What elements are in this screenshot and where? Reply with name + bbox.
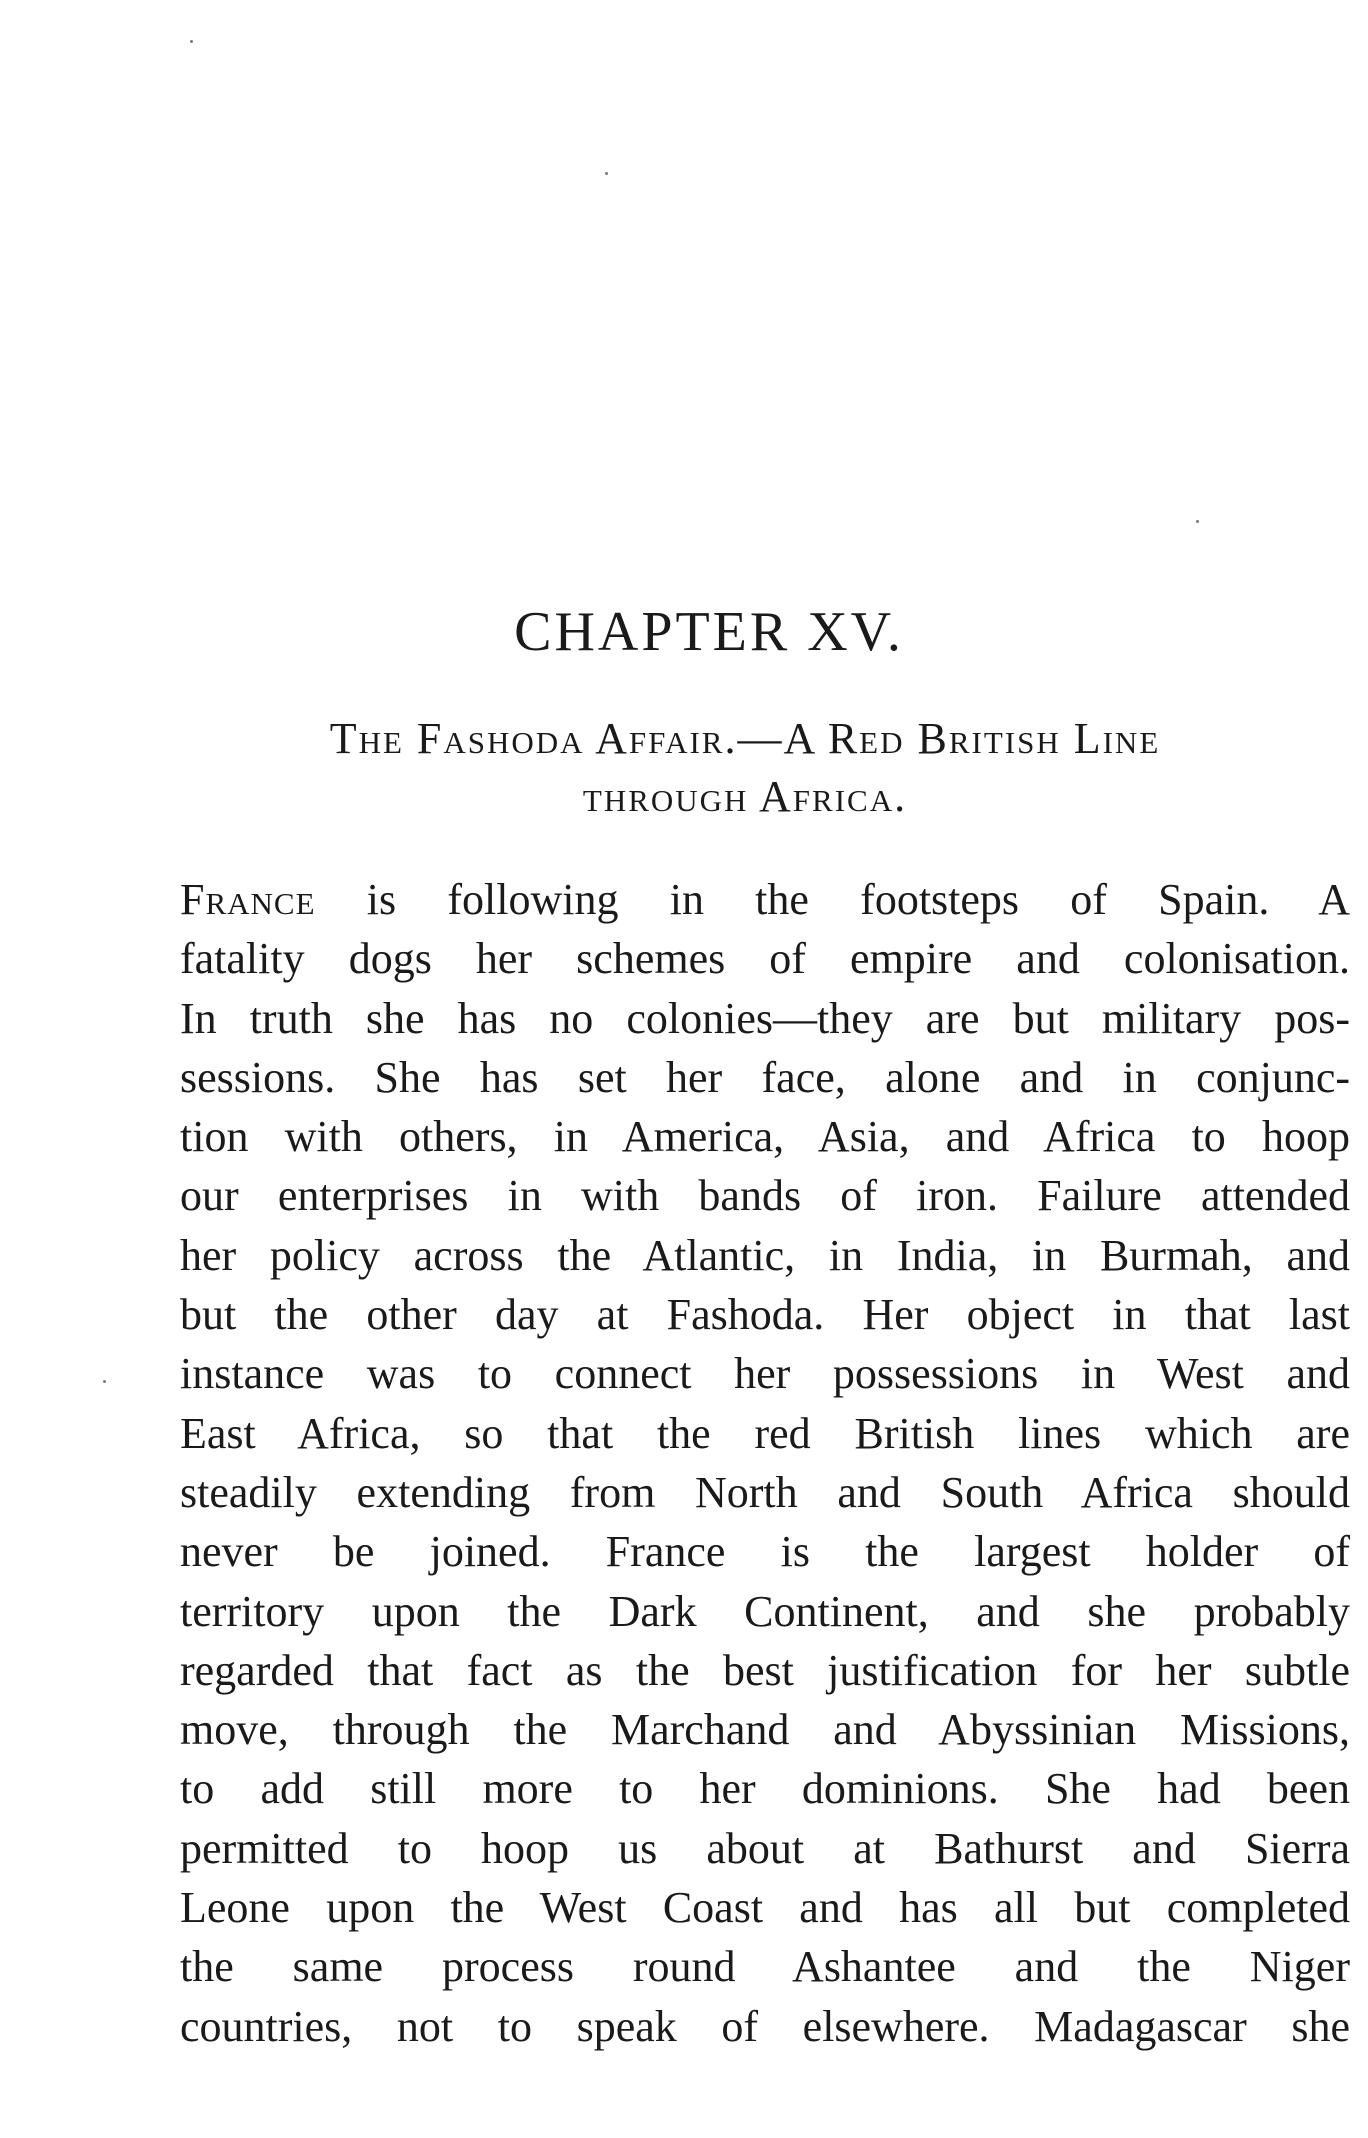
chapter-subtitle: [180, 710, 1310, 826]
text-line: fatality dogs her schemes of empire and colonisation.: [180, 934, 1350, 984]
text-line: tion with others, in America, Asia, and Africa to hoop: [180, 1112, 1350, 1162]
text-line: her policy across the Atlantic, in India, in Burmah, and: [180, 1230, 1350, 1280]
scan-speck: [190, 40, 193, 43]
text-line: Leone upon the West Coast and has all but completed: [180, 1883, 1350, 1933]
scan-speck: [605, 172, 608, 175]
text-line: the same process round Ashantee and the Niger: [180, 1942, 1350, 1992]
text-line: sessions. She has set her face, alone and in conjunc-: [180, 1052, 1350, 1102]
text-line: countries, not to speak of elsewhere. Madagascar she: [180, 2001, 1350, 2051]
subtitle-line-1: The Fashoda Affair.—A Red British Line: [329, 714, 1161, 763]
text-line: instance was to connect her possessions in West and: [180, 1349, 1350, 1399]
text-line: In truth she has no colonies—they are but military pos-: [180, 993, 1350, 1043]
text-line: steadily extending from North and South Africa should: [180, 1467, 1350, 1517]
text-line: territory upon the Dark Continent, and she probably: [180, 1586, 1350, 1636]
scan-speck: [1196, 520, 1199, 523]
text-line: our enterprises in with bands of iron. Failure attended: [180, 1171, 1350, 1221]
chapter-title: CHAPTER XV.: [514, 601, 904, 663]
text-line: [180, 870, 1350, 929]
text-line: move, through the Marchand and Abyssinian Missions,: [180, 1705, 1350, 1755]
text-line: to add still more to her dominions. She had been: [180, 1764, 1350, 1814]
text-line: regarded that fact as the best justification for her subtle: [180, 1645, 1350, 1695]
text-line-rest: is following in the footsteps of Spain. A: [315, 875, 1350, 924]
text-line: East Africa, so that the red British lines which are: [180, 1408, 1350, 1458]
lead-word: France: [180, 875, 316, 924]
text-line: but the other day at Fashoda. Her object in that last: [180, 1290, 1350, 1340]
text-line: never be joined. France is the largest holder of: [180, 1527, 1350, 1577]
subtitle-line-2: through Africa.: [582, 772, 908, 821]
text-line: permitted to hoop us about at Bathurst and Sierra: [180, 1823, 1350, 1873]
body-paragraph: [180, 870, 1350, 2056]
scan-speck: [103, 1380, 106, 1383]
